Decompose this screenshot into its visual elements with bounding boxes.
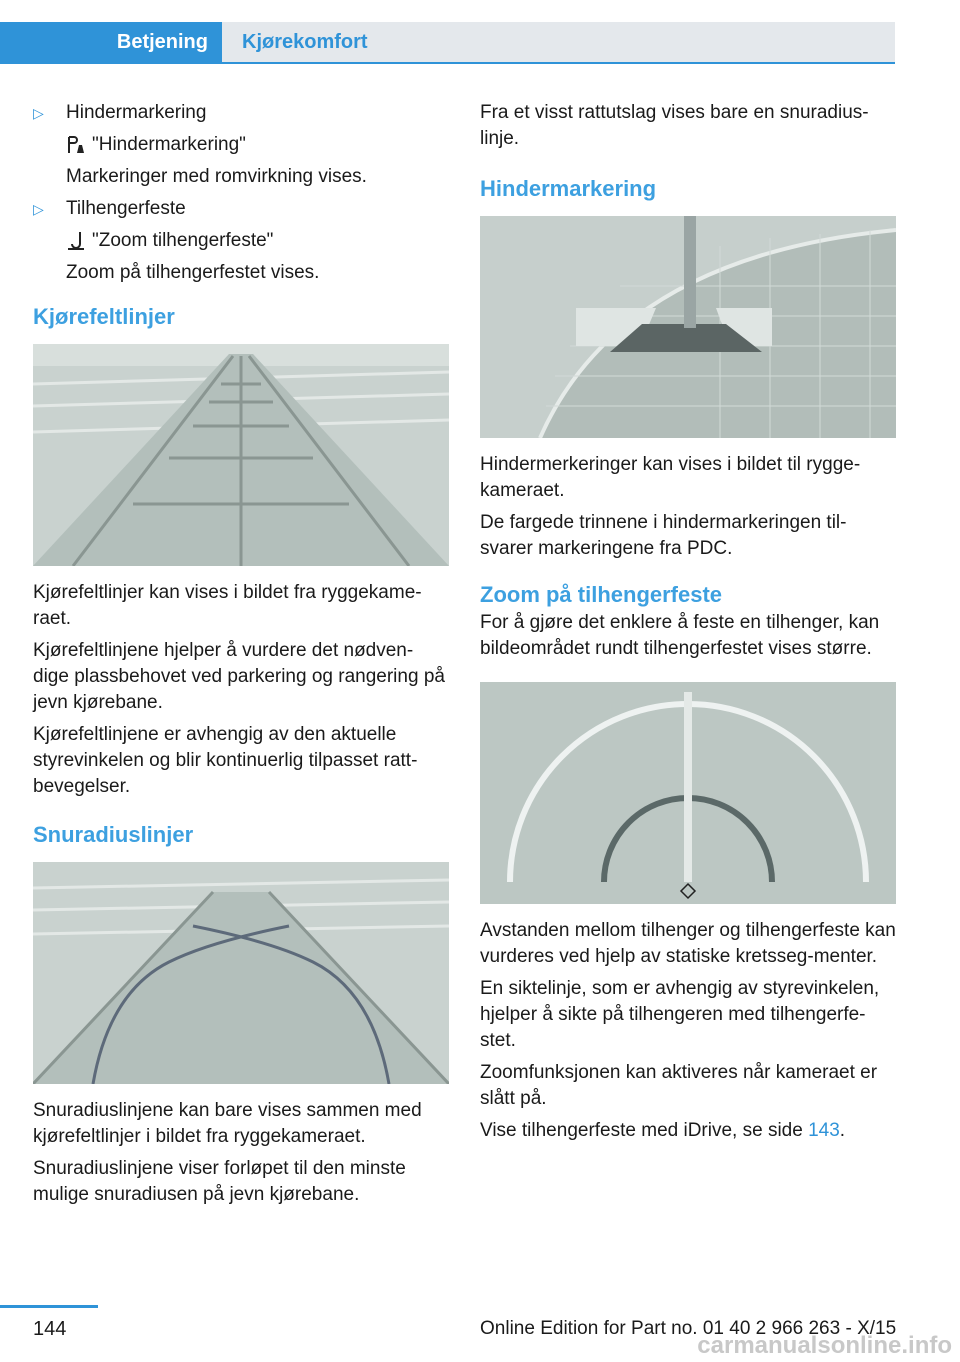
paragraph: Snuradiuslinjene viser forløpet til den minste mulige snuradiusen på jevn kjørebane. [33,1158,406,1205]
header-tabbar [0,22,895,62]
header-rule [0,62,895,64]
menu-label: "Hindermarkering" [92,134,246,155]
paragraph: En siktelinje, som er avhengig av styrevinkelen, hjelper å sikte på tilhengeren med tilhengerfe-stet. [480,978,880,1051]
paragraph: Kjørefeltlinjer kan vises i bildet fra ryggekame-raet. [33,582,422,629]
paragraph: For å gjøre det enklere å feste en tilhenger, kan bildeområdet rundt tilhengerfestet vises større. [480,612,880,659]
page-link-143[interactable]: 143 [808,1120,840,1141]
paragraph: Avstanden mellom tilhenger og tilhengerfeste kan vurderes ved hjelp av statiske kretsseg-menter. [480,920,896,967]
paragraph: Kjørefeltlinjene er avhengig av den aktuelle styrevinkelen og blir kontinuerlig tilpasset ratt-bevegelser. [33,724,418,797]
paragraph: Kjørefeltlinjene hjelper å vurdere det nødven-dige plassbehovet ved parkering og rangering på jevn kjørebane. [33,640,445,713]
lane-lines-image [33,344,449,566]
paragraph: De fargede trinnene i hindermarkeringen til-svarer markeringene fra PDC. [480,512,847,559]
trailer-hitch-zoom-image [480,682,896,904]
list-item-description: Markeringer med romvirkning vises. [66,166,367,187]
list-item-title: Tilhengerfeste [66,198,186,219]
text: Vise tilhengerfeste med iDrive, se side [480,1120,809,1141]
tab-kjorekomfort[interactable]: Kjørekomfort [222,22,895,62]
page-number: 144 [33,1318,67,1340]
list-item [33,100,449,190]
turning-radius-image [33,862,449,1084]
paragraph: Hindermerkeringer kan vises i bildet til rygge-kameraet. [480,454,861,501]
triangle-bullet-icon: ▷ [33,201,44,217]
left-column [33,100,449,1214]
menu-label: "Zoom tilhengerfeste" [92,230,274,251]
list-item-title: Hindermarkering [66,102,207,123]
section-heading-zoom: Zoom på tilhengerfeste [480,582,723,607]
paragraph: Snuradiuslinjene kan bare vises sammen med kjørefeltlinjer i bildet fra ryggekameraet. [33,1100,422,1147]
list-item [33,196,449,286]
trailer-hitch-icon [66,231,86,251]
paragraph-with-link [480,1118,896,1144]
footer-rule [0,1305,98,1308]
right-column [480,100,896,1150]
section-heading-lanes: Kjørefeltlinjer [33,304,175,329]
list-item-menu [66,132,449,158]
list-item-description: Zoom på tilhengerfestet vises. [66,262,320,283]
triangle-bullet-icon: ▷ [33,105,44,121]
edition-text: Online Edition for Part no. 01 40 2 966 263 - X/15 [480,1318,897,1339]
text: . [839,1120,846,1141]
tab-betjening[interactable]: Betjening [0,22,222,62]
watermark: carmanualsonline.info [697,1332,952,1359]
obstacle-marking-image [480,216,896,438]
obstacle-marking-icon [66,135,86,155]
paragraph: Fra et visst rattutslag vises bare en snuradius-linje. [480,102,869,149]
section-heading-turning: Snuradiuslinjer [33,822,194,847]
section-heading-obstacle: Hindermarkering [480,176,657,201]
list-item-menu [66,228,449,254]
paragraph: Zoomfunksjonen kan aktiveres når kameraet er slått på. [480,1062,878,1109]
